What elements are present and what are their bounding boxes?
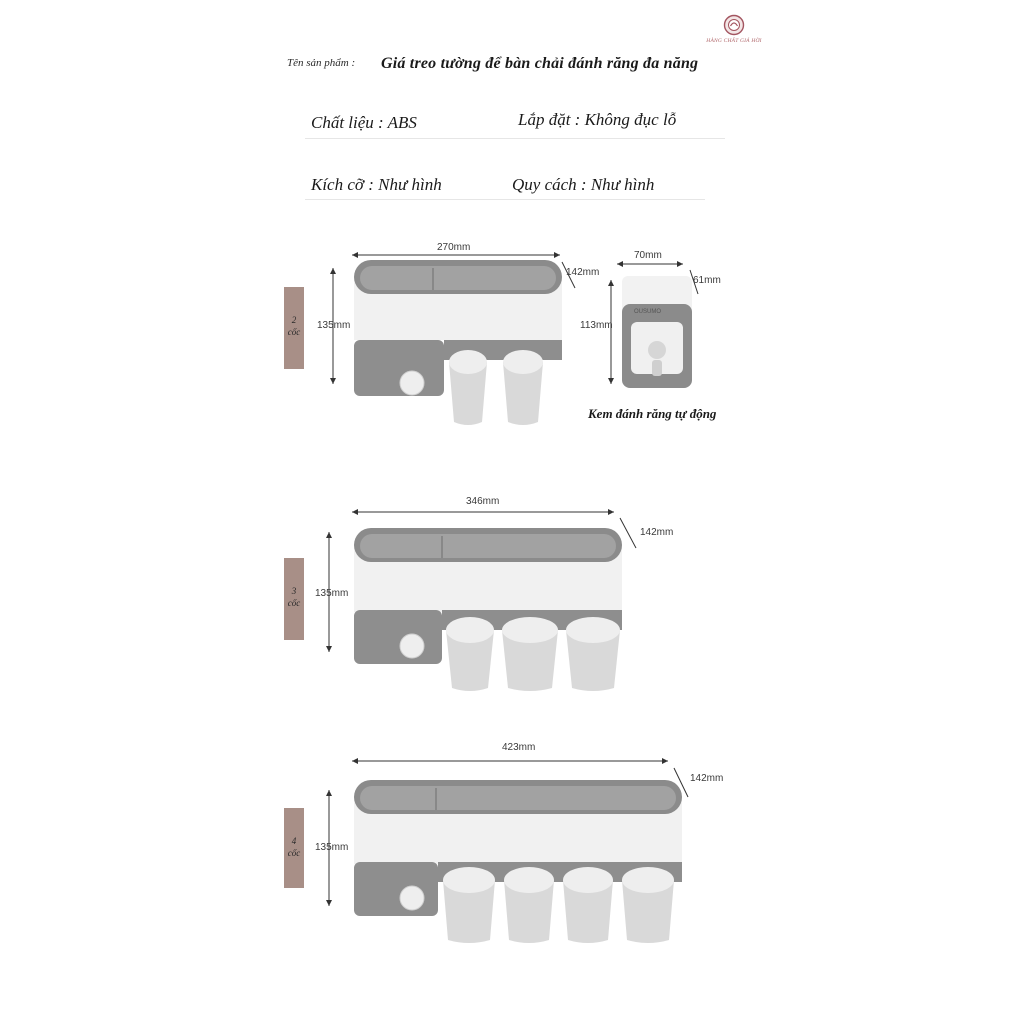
tab-unit: cốc (287, 598, 301, 608)
dimension-width: 346mm (466, 496, 500, 507)
dispenser-height: 113mm (580, 320, 613, 331)
tab-unit: cốc (287, 327, 301, 337)
spec-packaging: Quy cách : Như hình (512, 175, 655, 194)
spec-size: Kích cỡ : Như hình (311, 175, 442, 194)
tab-number: 4 (291, 836, 297, 846)
dimension-height: 135mm (315, 588, 349, 599)
dimension-depth: 142mm (566, 267, 600, 278)
dimension-width: 423mm (502, 742, 536, 753)
product-name: Giá treo tường để bàn chải đánh răng đa năng (381, 55, 699, 72)
product-name-label: Tên sản phẩm : (287, 57, 356, 69)
dimension-height: 135mm (315, 842, 349, 853)
dispenser-caption: Kem đánh răng tự động (588, 406, 717, 421)
dispenser-width: 70mm (634, 250, 662, 261)
spec-material: Chất liệu : ABS (311, 113, 417, 132)
dispenser-depth: 61mm (693, 275, 721, 286)
spec-installation: Lắp đặt : Không đục lỗ (518, 110, 677, 129)
tab-number: 3 (291, 586, 297, 596)
dimension-depth: 142mm (690, 773, 724, 784)
logo-text: HÀNG CHẤT GIÁ HỜI (706, 38, 762, 44)
tab-number: 2 (291, 315, 297, 325)
dimension-height: 135mm (317, 320, 351, 331)
dimension-width: 270mm (437, 242, 471, 253)
dimension-depth: 142mm (640, 527, 674, 538)
dispenser-brand: OUSUMO (634, 309, 661, 315)
tab-unit: cốc (287, 848, 301, 858)
